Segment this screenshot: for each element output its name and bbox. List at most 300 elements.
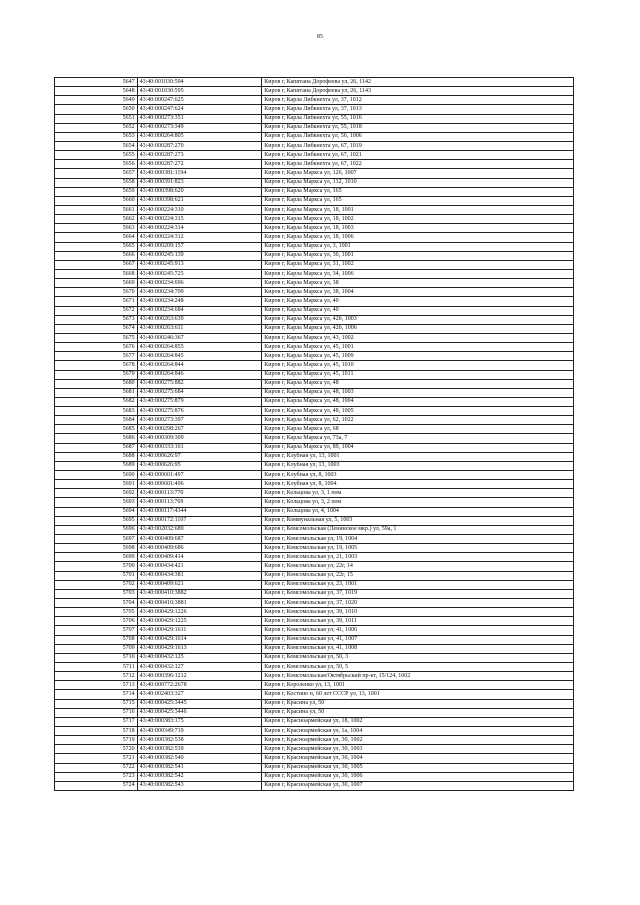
table-row [55,141,574,150]
cadastral-number: 43:40:000298:267 [137,425,262,434]
cadastral-number: 43:40:000410:3881 [137,599,262,608]
table-row [55,736,574,745]
address: Киров г, Карла Либкнехта ул, 37, 1012 [262,96,574,105]
address: Киров г, Коммунальная ул, 5, 1003 [262,516,574,525]
table-row [55,352,574,361]
cadastral-number: 43:40:000429:1611 [137,626,262,635]
table-row [55,370,574,379]
cadastral-number: 43:40:000287:272 [137,160,262,169]
cadastral-number: 43:40:000432:125 [137,653,262,662]
cadastral-number: 43:40:000113:770 [137,489,262,498]
address: Киров г, Карла Маркса ул, 40 [262,306,574,315]
row-number: 5680 [55,379,138,388]
table-row [55,781,574,790]
address: Киров г, Карла Маркса ул, 45, 1010 [262,361,574,370]
table-row [55,699,574,708]
cadastral-number: 43:40:000264:846 [137,370,262,379]
cadastral-number: 43:40:000224:310 [137,205,262,214]
row-number: 5713 [55,681,138,690]
cadastral-number: 43:40:000287:270 [137,141,262,150]
address: Киров г, Красноармейская ул, 30, 1007 [262,781,574,790]
address: Киров г, Комсомольская ул, 22г, 14 [262,562,574,571]
row-number: 5684 [55,416,138,425]
address: Киров г, Клубная ул, 13, 1003 [262,461,574,470]
address: Киров г, Карла Маркса ул, 62, 1022 [262,416,574,425]
address: Киров г, Комсомольская ул, 19, 1005 [262,544,574,553]
row-number: 5721 [55,754,138,763]
table-row [55,589,574,598]
address: Киров г, Кольцова ул, 3, 1 пом [262,489,574,498]
cadastral-number: 43:40:001030:595 [137,87,262,96]
address: Киров г, Красноармейская ул, 18, 1002 [262,717,574,726]
address: Киров г, Клубная ул, 13, 1001 [262,452,574,461]
address: Киров г, Карла Либкнехта ул, 67, 1022 [262,160,574,169]
table-row [55,471,574,480]
cadastral-number: 43:40:000409:414 [137,553,262,562]
cadastral-number: 43:40:000410:3882 [137,589,262,598]
cadastral-number: 43:40:000264:845 [137,352,262,361]
table-row [55,562,574,571]
row-number: 5670 [55,288,138,297]
cadastral-number: 43:40:000425:3445 [137,699,262,708]
address: Киров г, Карла Маркса ул, 18, 1001 [262,205,574,214]
address: Киров г, Комсомольская ул, 37, 1019 [262,589,574,598]
address: Киров г, Карла Маркса ул, 34, 1006 [262,269,574,278]
property-registry-table [54,77,574,791]
cadastral-number: 43:40:000349:719 [137,726,262,735]
table-row [55,114,574,123]
address: Киров г, Комсомольская ул, 50, 5 [262,663,574,672]
cadastral-number: 43:40:000409:621 [137,580,262,589]
row-number: 5683 [55,407,138,416]
address: Киров г, Карла Маркса ул, 43, 1002 [262,333,574,342]
address: Киров г, Карла Либкнехта ул, 55, 1018 [262,123,574,132]
cadastral-number: 43:40:000263:611 [137,324,262,333]
row-number: 5677 [55,352,138,361]
table-row [55,544,574,553]
row-number: 5663 [55,224,138,233]
table-row [55,672,574,681]
address: Киров г, Капитана Дорофеева ул, 26, 1142 [262,78,574,87]
row-number: 5704 [55,599,138,608]
row-number: 5690 [55,471,138,480]
address: Киров г, Комсомольская ул, 41, 1006 [262,626,574,635]
row-number: 5666 [55,251,138,260]
table-row [55,443,574,452]
address: Киров г, Карла Маркса ул, 48, 1003 [262,388,574,397]
row-number: 5723 [55,772,138,781]
table-row [55,178,574,187]
cadastral-number: 43:40:000429:1613 [137,644,262,653]
table-row [55,726,574,735]
row-number: 5709 [55,644,138,653]
table-row [55,315,574,324]
row-number: 5660 [55,196,138,205]
table-row [55,553,574,562]
cadastral-number: 43:40:000273:351 [137,114,262,123]
row-number: 5649 [55,96,138,105]
cadastral-number: 43:40:000224:315 [137,215,262,224]
row-number: 5651 [55,114,138,123]
address: Киров г, Комсомольская ул, 41, 1007 [262,635,574,644]
table-row [55,489,574,498]
table-row [55,507,574,516]
table-row [55,599,574,608]
row-number: 5668 [55,269,138,278]
row-number: 5674 [55,324,138,333]
address: Киров г, Комсомольская ул, 22г, 15 [262,571,574,580]
address: Киров г, Карла Либкнехта ул, 67, 1021 [262,151,574,160]
address: Киров г, Комсомольская ул, 50, 3 [262,653,574,662]
table-row [55,160,574,169]
table-row [55,653,574,662]
row-number: 5648 [55,87,138,96]
table-row [55,169,574,178]
cadastral-number: 43:40:000275:882 [137,379,262,388]
address: Киров г, Короленко ул, 13, 1001 [262,681,574,690]
row-number: 5672 [55,306,138,315]
cadastral-number: 43:40:000247:625 [137,96,262,105]
address: Киров г, Кольцова ул, 3, 2 пом [262,498,574,507]
table-row [55,242,574,251]
row-number: 5652 [55,123,138,132]
table-row [55,461,574,470]
cadastral-number: 43:40:000382:539 [137,745,262,754]
table-row [55,480,574,489]
cadastral-number: 43:40:000245:725 [137,269,262,278]
cadastral-number: 43:40:000382:543 [137,781,262,790]
cadastral-number: 43:40:000273:349 [137,123,262,132]
cadastral-number: 43:40:000247:624 [137,105,262,114]
cadastral-number: 43:40:000432:127 [137,663,262,672]
table-row [55,279,574,288]
table-row [55,416,574,425]
cadastral-number: 43:40:000429:1614 [137,635,262,644]
table-row [55,343,574,352]
row-number: 5722 [55,763,138,772]
row-number: 5664 [55,233,138,242]
table-row [55,196,574,205]
table-row [55,388,574,397]
table-row [55,663,574,672]
address: Киров г, Комсомольская ул, 21, 1003 [262,553,574,562]
row-number: 5705 [55,608,138,617]
row-number: 5720 [55,745,138,754]
row-number: 5687 [55,443,138,452]
row-number: 5694 [55,507,138,516]
row-number: 5696 [55,525,138,534]
address: Киров г, Карла Либкнехта ул, 56, 1006 [262,132,574,141]
row-number: 5707 [55,626,138,635]
row-number: 5692 [55,489,138,498]
table-row [55,96,574,105]
cadastral-number: 43:40:000425:3446 [137,708,262,717]
table-row [55,215,574,224]
address: Киров г, Карла Маркса ул, 18, 1003 [262,224,574,233]
table-row [55,224,574,233]
address: Киров г, Комсомольская ул, 39, 1011 [262,617,574,626]
row-number: 5669 [55,279,138,288]
cadastral-number: 43:40:000275:876 [137,407,262,416]
row-number: 5711 [55,663,138,672]
address: Киров г, Карла Либкнехта ул, 55, 1016 [262,114,574,123]
address: Киров г, Костино п, 60 лет СССР ул, 13, 1001 [262,690,574,699]
address: Киров г, Карла Маркса ул, 48, 1005 [262,407,574,416]
cadastral-number: 43:40:000264:805 [137,132,262,141]
cadastral-number: 43:40:000245:913 [137,260,262,269]
cadastral-number: 43:40:000234:684 [137,306,262,315]
address: Киров г, Комсомольская ул, 41, 1008 [262,644,574,653]
address: Киров г, Карла Маркса ул, 38, 1004 [262,288,574,297]
address: Киров г, Комсомольская ул, 23, 1001 [262,580,574,589]
row-number: 5714 [55,690,138,699]
table-row [55,717,574,726]
table-row [55,87,574,96]
row-number: 5671 [55,297,138,306]
address: Киров г, Карла Маркса ул, 126, 1007 [262,169,574,178]
row-number: 5698 [55,544,138,553]
address: Киров г, Карла Маркса ул, 48 [262,379,574,388]
cadastral-number: 43:40:000398:621 [137,196,262,205]
cadastral-number: 43:40:000398:620 [137,187,262,196]
address: Киров г, Капитана Дорофеева ул, 26, 1143 [262,87,574,96]
table-row [55,397,574,406]
row-number: 5681 [55,388,138,397]
row-number: 5688 [55,452,138,461]
cadastral-number: 43:40:000391:823 [137,178,262,187]
cadastral-number: 43:40:002403:327 [137,690,262,699]
cadastral-number: 43:40:000772:2678 [137,681,262,690]
table-row [55,333,574,342]
row-number: 5647 [55,78,138,87]
table-row [55,151,574,160]
table-row [55,361,574,370]
row-number: 5682 [55,397,138,406]
cadastral-number: 43:40:000429:1225 [137,617,262,626]
address: Киров г, Комсомольская ул, 37, 1020 [262,599,574,608]
address: Киров г, Карла Либкнехта ул, 37, 1013 [262,105,574,114]
row-number: 5679 [55,370,138,379]
table-row [55,580,574,589]
row-number: 5667 [55,260,138,269]
table-row [55,763,574,772]
cadastral-number: 43:40:000383:175 [137,717,262,726]
row-number: 5700 [55,562,138,571]
table-row [55,324,574,333]
address: Киров г, Клубная ул, 8, 1004 [262,480,574,489]
row-number: 5654 [55,141,138,150]
row-number: 5675 [55,333,138,342]
cadastral-number: 43:40:000234:696 [137,279,262,288]
cadastral-number: 43:40:000172:1107 [137,516,262,525]
table-row [55,306,574,315]
row-number: 5662 [55,215,138,224]
cadastral-number: 43:40:000396:1212 [137,672,262,681]
address: Киров г, Карла Либкнехта ул, 67, 1019 [262,141,574,150]
table-row [55,681,574,690]
table-row [55,535,574,544]
row-number: 5710 [55,653,138,662]
address: Киров г, Красноармейская ул, 30, 1005 [262,763,574,772]
row-number: 5673 [55,315,138,324]
address: Киров г, Карла Маркса ул, 18, 1006 [262,233,574,242]
cadastral-number: 43:40:000381:1194 [137,169,262,178]
table-row [55,644,574,653]
address: Киров г, Карла Маркса ул, 165 [262,187,574,196]
address: Киров г, Карла Маркса ул, 89, 1004 [262,443,574,452]
row-number: 5657 [55,169,138,178]
row-number: 5712 [55,672,138,681]
table-row [55,78,574,87]
address: Киров г, Карла Маркса ул, 40 [262,297,574,306]
row-number: 5695 [55,516,138,525]
cadastral-number: 43:40:000224:314 [137,224,262,233]
table-row [55,516,574,525]
cadastral-number: 43:40:000275:879 [137,397,262,406]
row-number: 5702 [55,580,138,589]
row-number: 5678 [55,361,138,370]
table-row [55,123,574,132]
cadastral-number: 43:40:000434:421 [137,562,262,571]
address: Киров г, Карла Маркса ул, 42б, 1003 [262,315,574,324]
address: Киров г, Карла Маркса ул, 18, 1002 [262,215,574,224]
row-number: 5658 [55,178,138,187]
address: Киров г, Клубная ул, 8, 1003 [262,471,574,480]
table-row [55,425,574,434]
address: Киров г, Карла Маркса ул, 165 [262,196,574,205]
address: Киров г, Карла Маркса ул, 73а, 7 [262,434,574,443]
address: Киров г, Карла Маркса ул, 38 [262,279,574,288]
table-row [55,635,574,644]
row-number: 5718 [55,726,138,735]
cadastral-number: 43:40:000382:538 [137,736,262,745]
table-row [55,260,574,269]
table-row [55,498,574,507]
cadastral-number: 43:40:000601:496 [137,480,262,489]
cadastral-number: 43:40:000309:309 [137,434,262,443]
address: Киров г, Карла Маркса ул, 68 [262,425,574,434]
address: Киров г, Карла Маркса ул, 3, 1001 [262,242,574,251]
cadastral-number: 43:40:002032:689 [137,525,262,534]
address: Киров г, Красноармейская ул, 30, 1004 [262,754,574,763]
cadastral-number: 43:40:000434:381 [137,571,262,580]
table-row [55,708,574,717]
table-body [55,78,574,791]
cadastral-number: 43:40:000409:686 [137,544,262,553]
row-number: 5717 [55,717,138,726]
table-row [55,617,574,626]
row-number: 5703 [55,589,138,598]
address: Киров г, Красина ул, 50 [262,708,574,717]
address: Киров г, Карла Маркса ул, 45, 1001 [262,343,574,352]
row-number: 5661 [55,205,138,214]
address: Киров г, Карла Маркса ул, 42б, 1006 [262,324,574,333]
cadastral-number: 43:40:000264:844 [137,361,262,370]
table-row [55,251,574,260]
address: Киров г, Красноармейская ул, 30, 1002 [262,736,574,745]
row-number: 5708 [55,635,138,644]
row-number: 5686 [55,434,138,443]
row-number: 5655 [55,151,138,160]
row-number: 5706 [55,617,138,626]
row-number: 5685 [55,425,138,434]
address: Киров г, Красина ул, 50 [262,699,574,708]
cadastral-number: 43:40:000409:687 [137,535,262,544]
table-row [55,105,574,114]
cadastral-number: 43:40:000113:769 [137,498,262,507]
address: Киров г, Карла Маркса ул, 132, 1010 [262,178,574,187]
cadastral-number: 43:40:000333:161 [137,443,262,452]
cadastral-number: 43:40:000275:684 [137,388,262,397]
table-row [55,571,574,580]
table-row [55,297,574,306]
row-number: 5656 [55,160,138,169]
address: Киров г, Красноармейская ул, 30, 1006 [262,772,574,781]
row-number: 5697 [55,535,138,544]
table-row [55,608,574,617]
row-number: 5701 [55,571,138,580]
address: Киров г, Красноармейская ул, 30, 1003 [262,745,574,754]
cadastral-number: 43:40:000429:1226 [137,608,262,617]
table-row [55,525,574,534]
table-row [55,754,574,763]
row-number: 5719 [55,736,138,745]
row-number: 5650 [55,105,138,114]
cadastral-number: 43:40:000287:273 [137,151,262,160]
address: Киров г, Комсомольская/Октябрьский пр-кт, 15/124, 1002 [262,672,574,681]
cadastral-number: 43:40:000382:541 [137,763,262,772]
cadastral-number: 43:40:000601:497 [137,471,262,480]
row-number: 5659 [55,187,138,196]
row-number: 5691 [55,480,138,489]
cadastral-number: 43:40:000209:157 [137,242,262,251]
address: Киров г, Карла Маркса ул, 31, 1002 [262,260,574,269]
address: Киров г, Кольцова ул, 4, 1004 [262,507,574,516]
row-number: 5689 [55,461,138,470]
table-row [55,626,574,635]
cadastral-number: 43:40:000224:312 [137,233,262,242]
cadastral-number: 43:40:000234:248 [137,297,262,306]
cadastral-number: 43:40:000246:367 [137,333,262,342]
row-number: 5676 [55,343,138,352]
table-row [55,269,574,278]
cadastral-number: 43:40:000382:542 [137,772,262,781]
address: Киров г, Карла Маркса ул, 45, 1011 [262,370,574,379]
table-row [55,132,574,141]
address: Киров г, Карла Маркса ул, 48, 1004 [262,397,574,406]
cadastral-number: 43:40:000626:95 [137,461,262,470]
table-row [55,407,574,416]
row-number: 5699 [55,553,138,562]
table-row [55,772,574,781]
address: Киров г, Красноармейская ул, 1а, 1004 [262,726,574,735]
address: Киров г, Комсомольская (Ленинское мкр.) ул, 59а, 1 [262,525,574,534]
table-row [55,690,574,699]
table-row [55,187,574,196]
cadastral-number: 43:40:000264:855 [137,343,262,352]
cadastral-number: 43:40:000234:709 [137,288,262,297]
page-number: 85 [317,34,323,40]
row-number: 5715 [55,699,138,708]
table-row [55,288,574,297]
table-row [55,452,574,461]
cadastral-number: 43:40:000273:397 [137,416,262,425]
row-number: 5716 [55,708,138,717]
address: Киров г, Карла Маркса ул, 30, 1001 [262,251,574,260]
row-number: 5653 [55,132,138,141]
row-number: 5693 [55,498,138,507]
table-row [55,205,574,214]
